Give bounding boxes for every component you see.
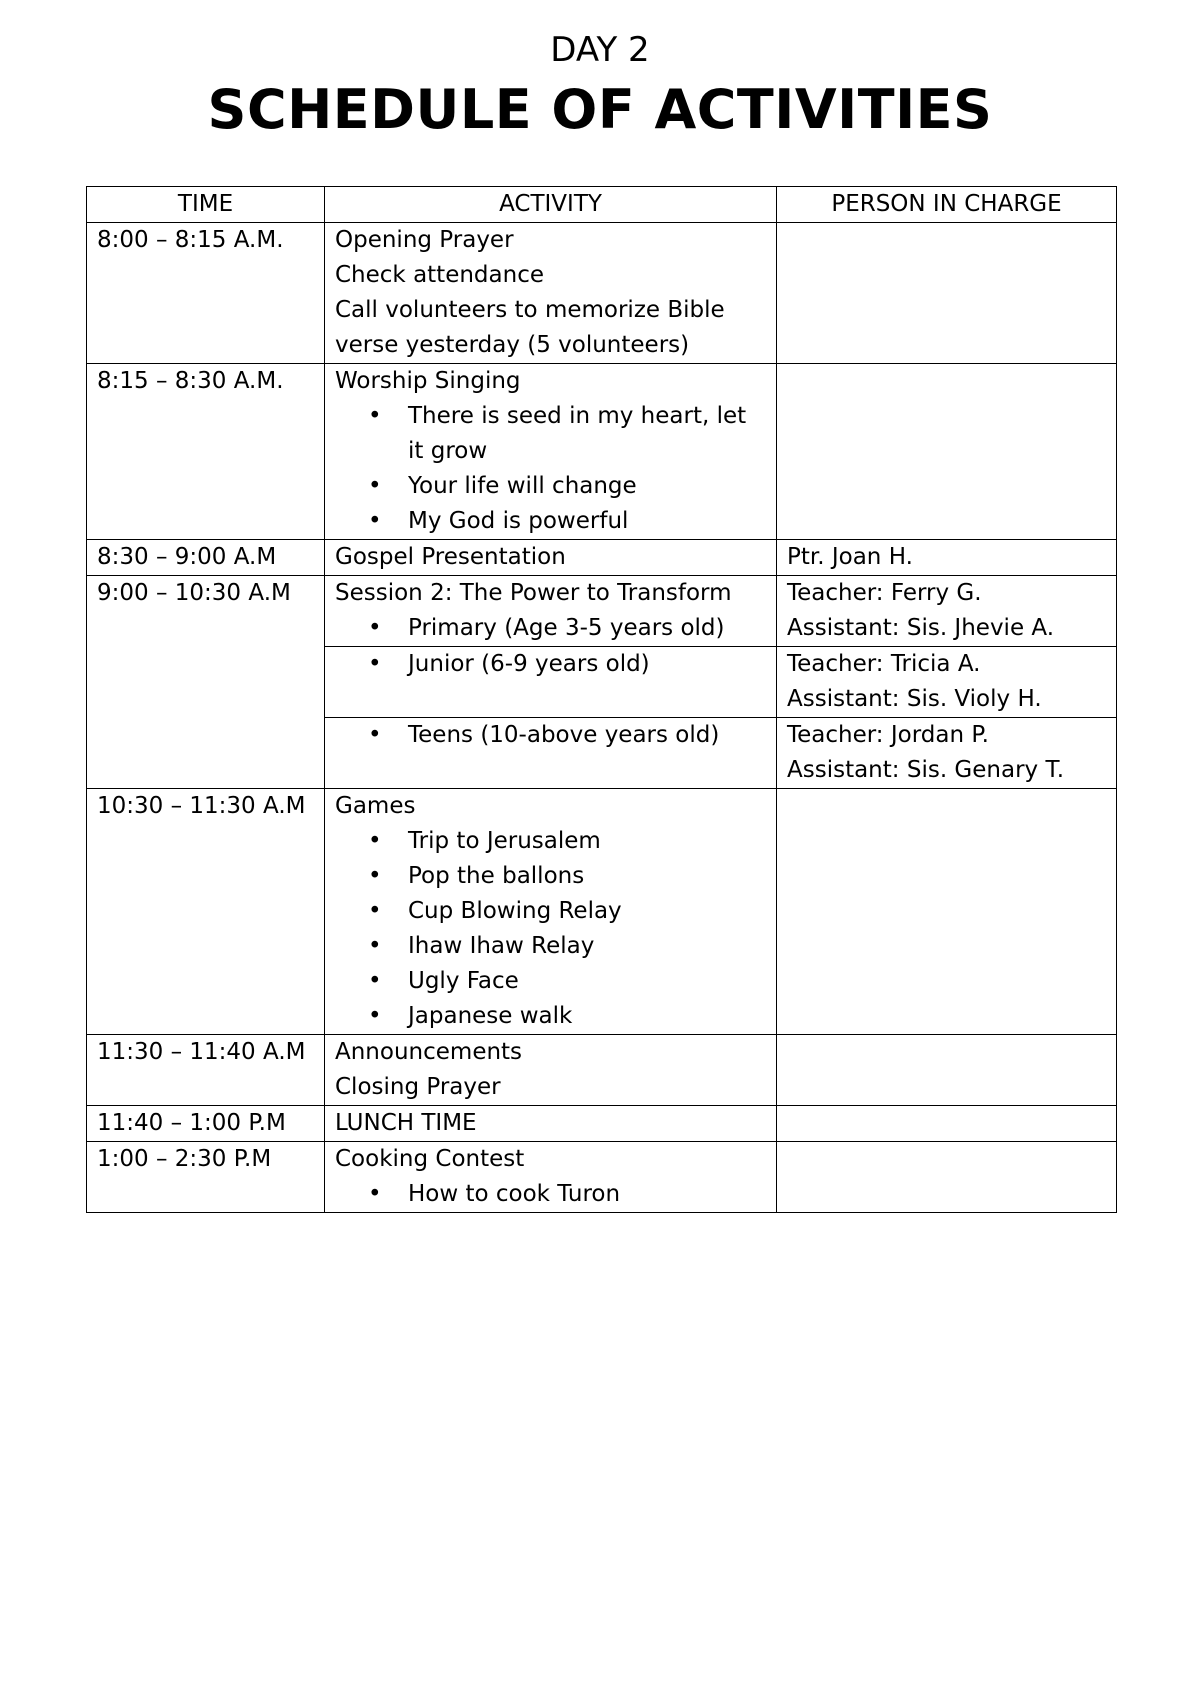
assistant-name: Assistant: Sis. Violy H. [787,686,1042,712]
list-item: • How to cook Turon [335,1177,766,1212]
games-list [335,824,766,1034]
teacher-name: Teacher: Jordan P. [787,722,989,748]
activity-line: Call volunteers to memorize Bible verse yesterday (5 volunteers) [335,297,725,358]
activity-cell [325,789,777,1035]
list-item: • Ihaw Ihaw Relay [335,929,766,964]
list-item: • There is seed in my heart, let it grow [335,399,766,469]
person-cell [777,789,1117,1035]
activity-heading: Session 2: The Power to Transform [335,580,732,606]
page-title: SCHEDULE OF ACTIVITIES [207,78,993,141]
activity-heading: Worship Singing [335,368,521,394]
person-cell [777,223,1117,364]
table-row [87,1035,1117,1106]
table-row [87,540,1117,576]
time-cell: 8:30 – 9:00 A.M [87,540,325,576]
table-row [87,223,1117,364]
person-cell [777,647,1117,718]
contest-list [335,1177,766,1212]
activity-cell [325,718,777,789]
list-item: • Trip to Jerusalem [335,824,766,859]
activity-cell: LUNCH TIME [325,1106,777,1142]
activity-heading: Cooking Contest [335,1146,525,1172]
column-header-person: PERSON IN CHARGE [777,187,1117,223]
list-item: • Cup Blowing Relay [335,894,766,929]
table-row [87,1142,1117,1213]
person-cell: Ptr. Joan H. [777,540,1117,576]
list-item: • Primary (Age 3-5 years old) [335,611,766,646]
time-cell: 8:00 – 8:15 A.M. [87,223,325,364]
time-cell: 1:00 – 2:30 P.M [87,1142,325,1213]
assistant-name: Assistant: Sis. Genary T. [787,757,1065,783]
activity-cell [325,647,777,718]
column-header-activity: ACTIVITY [325,187,777,223]
list-item: • Junior (6-9 years old) [335,647,766,682]
list-item: • Teens (10-above years old) [335,718,766,753]
day-title: DAY 2 [550,30,650,70]
list-item: • Ugly Face [335,964,766,999]
table-header-row [87,187,1117,223]
table-row [87,789,1117,1035]
schedule-table [86,186,1117,1213]
column-header-time: TIME [87,187,325,223]
activity-line: Check attendance [335,262,544,288]
activity-line: Closing Prayer [335,1074,501,1100]
activity-cell [325,1142,777,1213]
activity-line: Opening Prayer [335,227,514,253]
activity-heading: Games [335,793,416,819]
activity-cell [325,1035,777,1106]
activity-cell: Gospel Presentation [325,540,777,576]
activity-line: Announcements [335,1039,523,1065]
time-cell: 11:30 – 11:40 A.M [87,1035,325,1106]
time-cell: 10:30 – 11:30 A.M [87,789,325,1035]
list-item: • Pop the ballons [335,859,766,894]
song-list [335,399,766,539]
group-list [335,647,766,682]
person-cell [777,1035,1117,1106]
teacher-name: Teacher: Tricia A. [787,651,981,677]
table-row [87,364,1117,540]
activity-cell [325,364,777,540]
person-cell [777,718,1117,789]
time-cell: 9:00 – 10:30 A.M [87,576,325,789]
list-item: • Your life will change [335,469,766,504]
activity-cell [325,223,777,364]
list-item: • Japanese walk [335,999,766,1034]
group-list [335,718,766,753]
table-row [87,576,1117,647]
list-item: • My God is powerful [335,504,766,539]
person-cell [777,364,1117,540]
person-cell [777,1142,1117,1213]
group-list [335,611,766,646]
time-cell: 8:15 – 8:30 A.M. [87,364,325,540]
table-row [87,1106,1117,1142]
activity-cell [325,576,777,647]
person-cell [777,1106,1117,1142]
teacher-name: Teacher: Ferry G. [787,580,982,606]
assistant-name: Assistant: Sis. Jhevie A. [787,615,1055,641]
time-cell: 11:40 – 1:00 P.M [87,1106,325,1142]
person-cell [777,576,1117,647]
